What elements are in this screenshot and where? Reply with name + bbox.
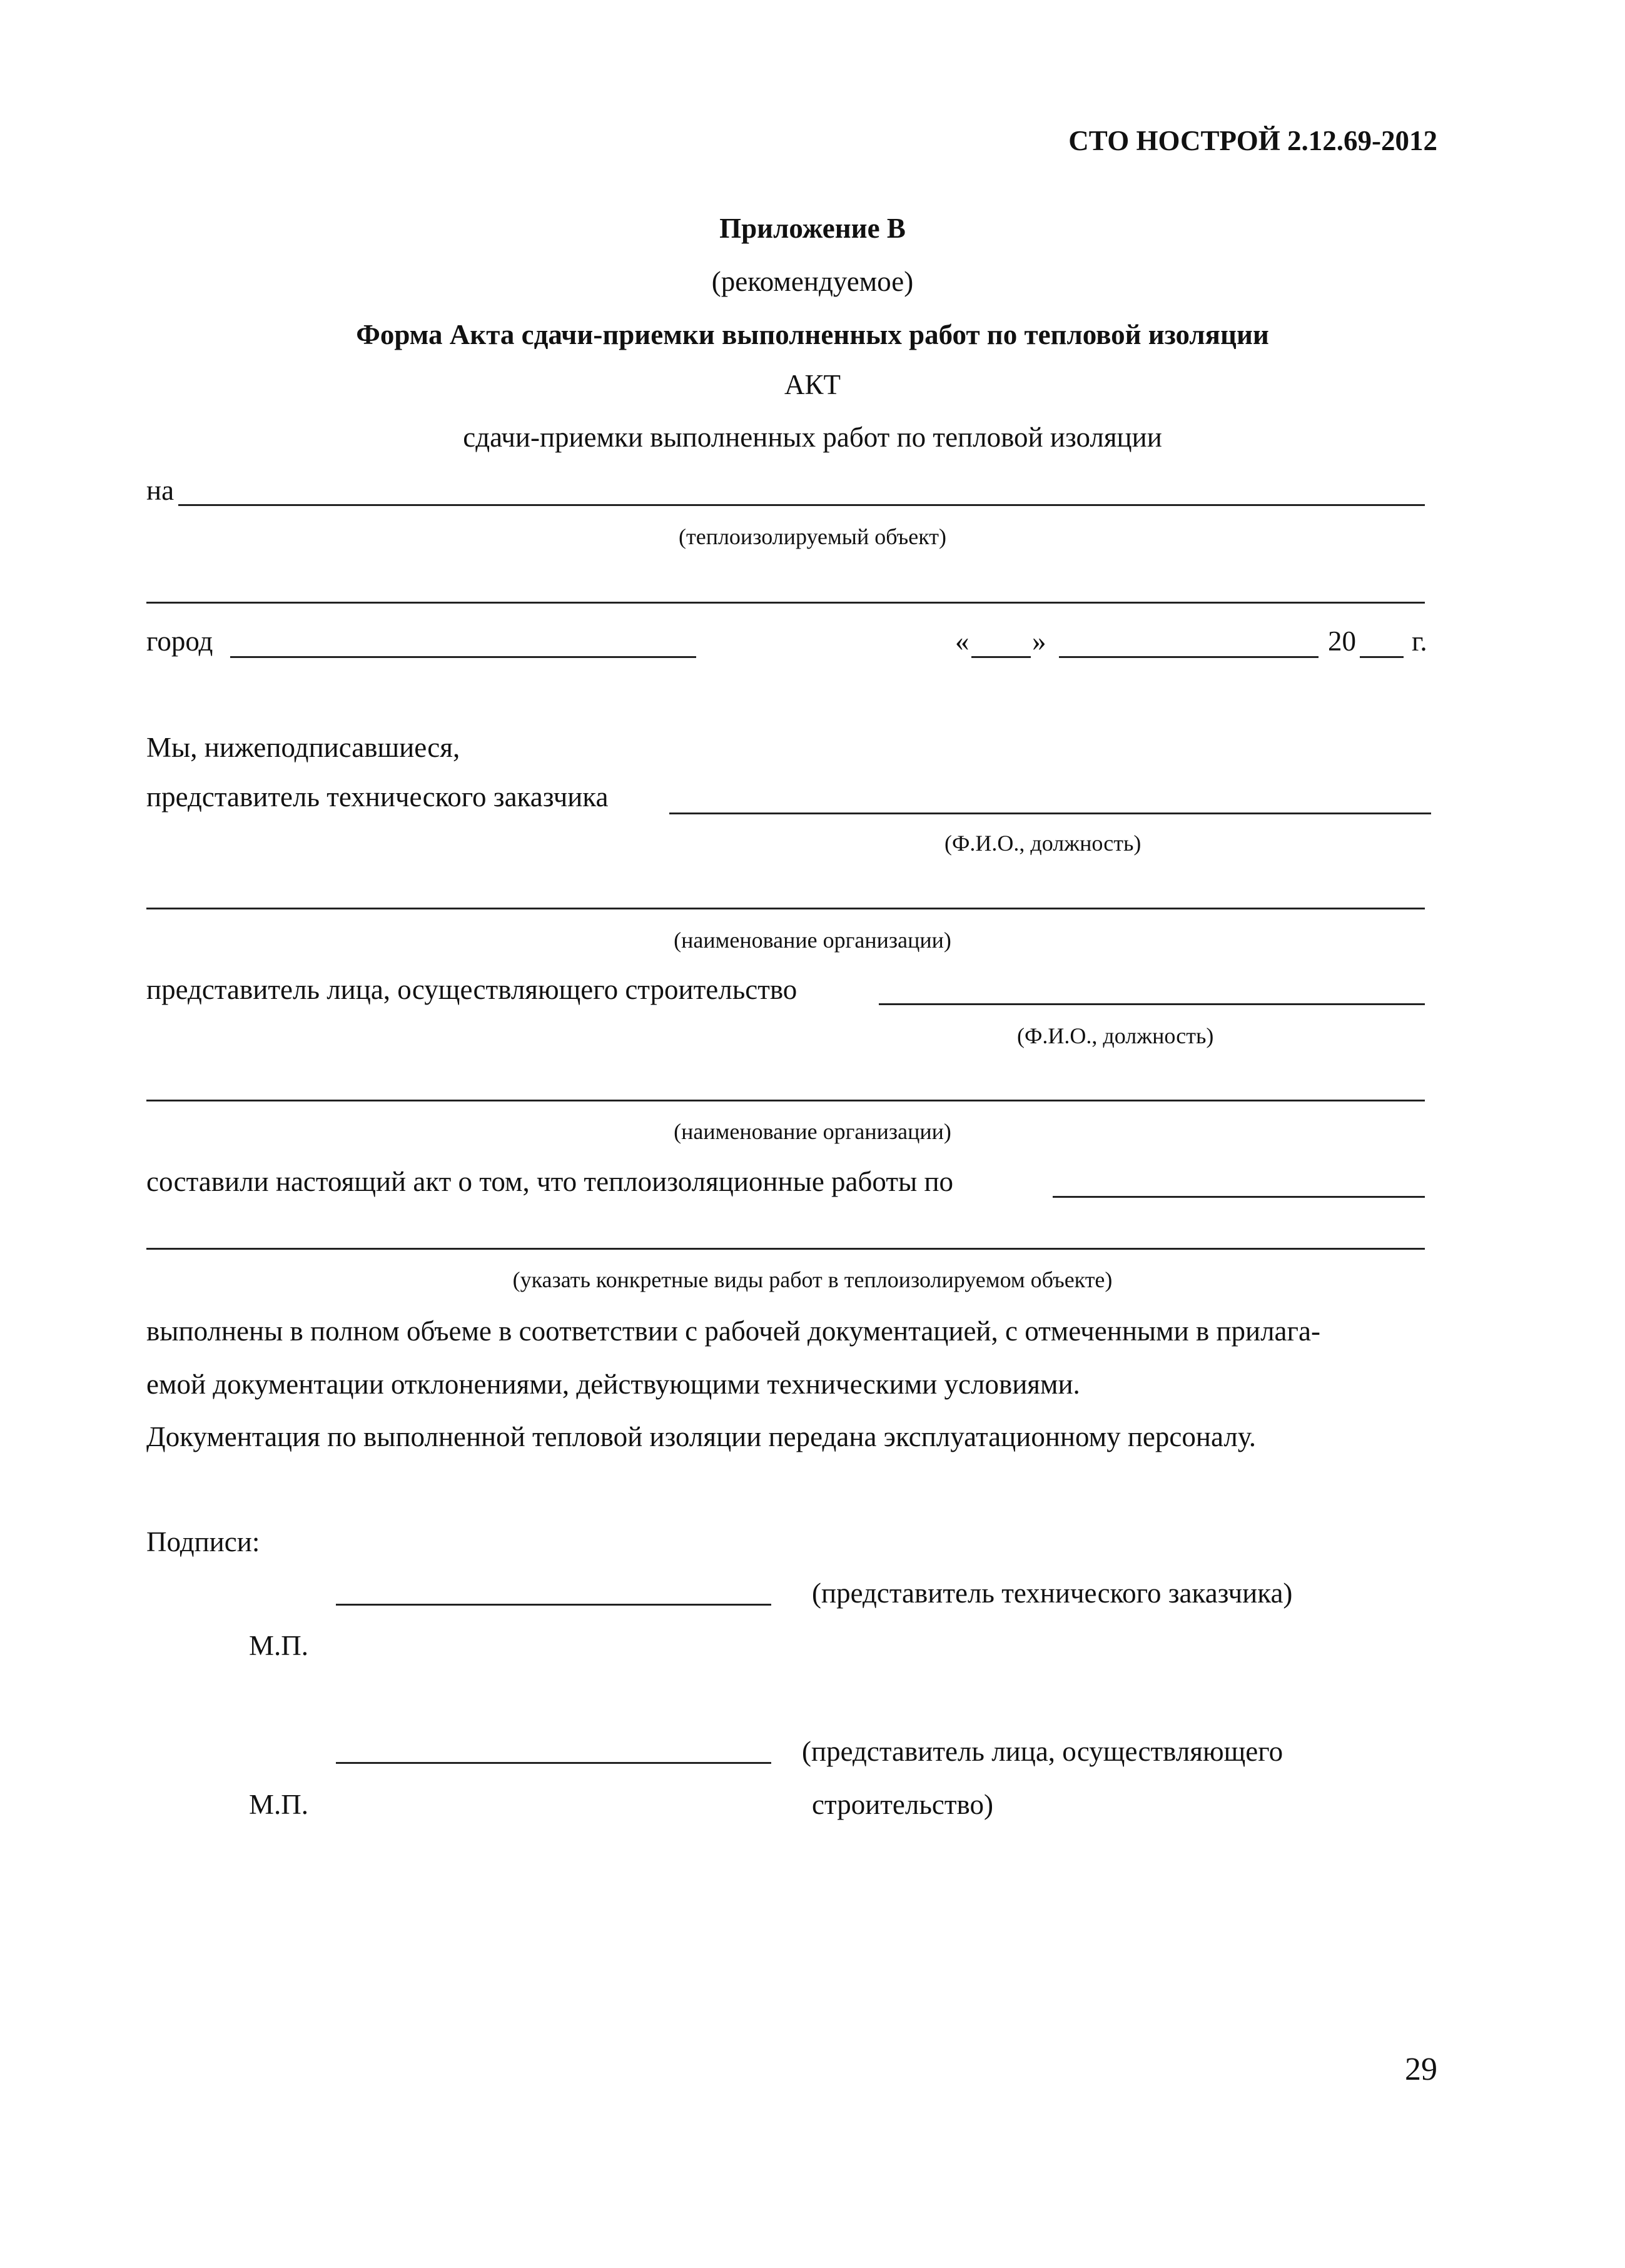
appendix-title: Приложение В <box>719 213 906 244</box>
builder-rep-field-line[interactable] <box>879 1003 1425 1005</box>
customer-org-field-line[interactable] <box>146 908 1425 909</box>
year-field-line[interactable] <box>1360 656 1404 658</box>
signatures-label: Подписи: <box>146 1526 260 1557</box>
works-field-line[interactable] <box>1053 1196 1425 1198</box>
fio-caption-2: (Ф.И.О., должность) <box>1017 1023 1214 1048</box>
object-field-line[interactable] <box>178 504 1425 506</box>
conclusion-line-3: Документация по выполненной тепловой изоляции передана эксплуатационному персоналу. <box>146 1421 1257 1452</box>
year-prefix: 20 <box>1328 625 1356 657</box>
city-label: город <box>146 625 213 657</box>
builder-org-field-line[interactable] <box>146 1100 1425 1101</box>
conclusion-line-2: емой документации отклонениями, действующими техническими условиями. <box>146 1369 1080 1400</box>
builder-signature-line[interactable] <box>336 1762 771 1764</box>
fio-caption-1: (Ф.И.О., должность) <box>944 831 1142 856</box>
works-field-line-2[interactable] <box>146 1248 1425 1250</box>
customer-rep-label: представитель технического заказчика <box>146 781 609 813</box>
builder-rep-signature-caption-2: строительство) <box>812 1789 993 1820</box>
document-code: СТО НОСТРОЙ 2.12.69-2012 <box>1068 125 1437 156</box>
org-caption-2: (наименование организации) <box>674 1119 951 1144</box>
intro-text: Мы, нижеподписавшиеся, <box>146 732 460 763</box>
customer-rep-field-line[interactable] <box>669 813 1431 814</box>
stamp-label-2: М.П. <box>249 1789 309 1820</box>
object-caption: (теплоизолируемый объект) <box>679 524 946 549</box>
builder-rep-signature-caption-1: (представитель лица, осуществляющего <box>802 1736 1283 1767</box>
stamp-label-1: М.П. <box>249 1630 309 1661</box>
year-suffix: г. <box>1412 625 1427 657</box>
works-label: составили настоящий акт о том, что теплоизоляционные работы по <box>146 1166 954 1197</box>
builder-rep-label: представитель лица, осуществляющего строительство <box>146 974 797 1005</box>
customer-signature-line[interactable] <box>336 1604 771 1606</box>
date-quote-open: « <box>955 625 969 657</box>
customer-rep-signature-caption: (представитель технического заказчика) <box>812 1577 1293 1609</box>
org-caption-1: (наименование организации) <box>674 928 951 953</box>
act-heading: АКТ <box>784 369 841 400</box>
city-field-line[interactable] <box>230 656 696 658</box>
object-label: на <box>146 475 175 506</box>
conclusion-line-1: выполнены в полном объеме в соответствии с рабочей документацией, с отмеченными в прилага- <box>146 1315 1320 1347</box>
page-number: 29 <box>1405 2052 1437 2087</box>
appendix-status: (рекомендуемое) <box>711 266 914 297</box>
month-field-line[interactable] <box>1059 656 1319 658</box>
act-subheading: сдачи-приемки выполненных работ по тепловой изоляции <box>463 422 1162 453</box>
date-quote-close: » <box>1032 625 1046 657</box>
works-caption: (указать конкретные виды работ в теплоизолируемом объекте) <box>512 1267 1113 1292</box>
day-field-line[interactable] <box>971 656 1031 658</box>
form-title: Форма Акта сдачи-приемки выполненных работ по тепловой изоляции <box>356 319 1269 350</box>
object-field-line-2[interactable] <box>146 602 1425 604</box>
